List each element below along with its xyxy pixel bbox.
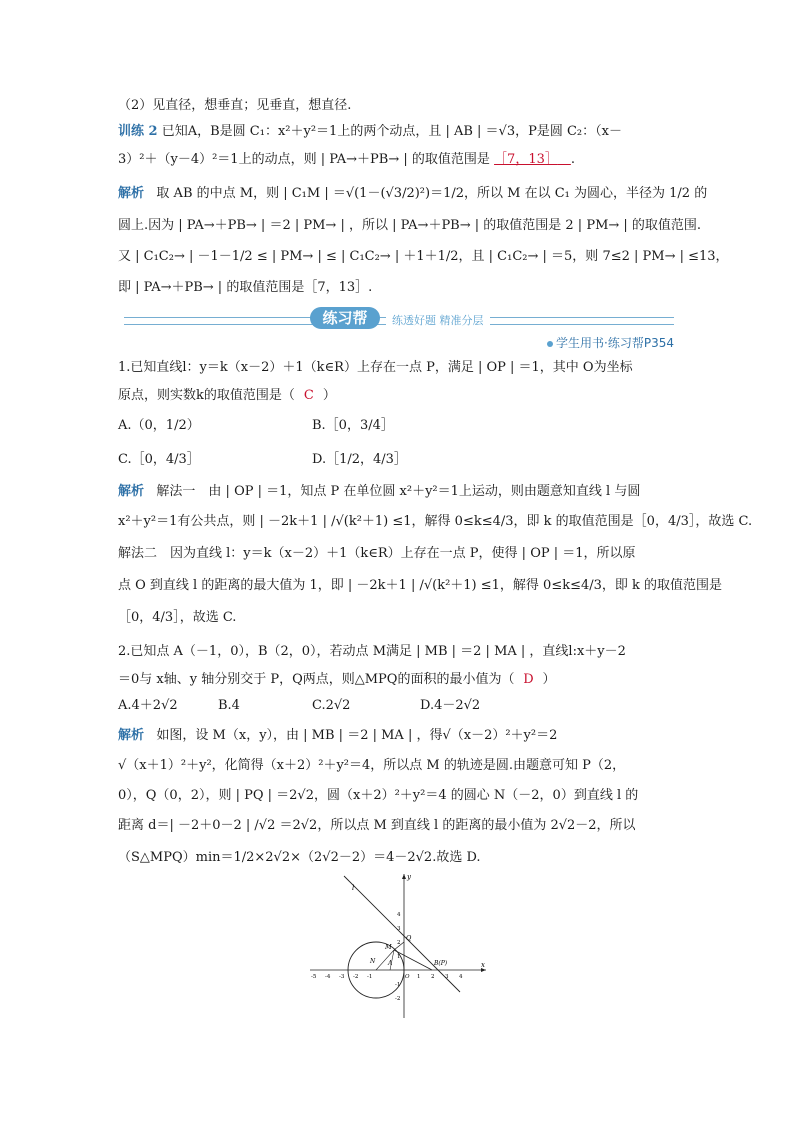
x-tick: -2 [353,974,359,980]
label-x: x [481,961,485,969]
geometry-figure [308,870,488,1020]
q1-option-a: A.（0，1/2） [118,418,200,433]
q1-sol-1 [118,484,640,500]
y-tick: -1 [395,982,401,988]
q2-sol-4: 距离 d＝| －2＋0－2 | /√2 ＝2√2，所以点 M 到直线 l 的距离的最小值为 2√2－2，所以 [118,818,636,833]
x-tick: -5 [311,974,317,980]
q2-line2 [118,672,555,688]
training-sol-4: 即 | PA→＋PB→ | 的取值范围是［7，13］. [118,280,373,295]
x-tick: 1 [417,974,421,980]
origin-label: O [405,974,410,980]
label-n: N [370,958,376,965]
y-tick: -2 [395,996,401,1002]
q2-stem: ＝0与 x轴、y 轴分别交于 P，Q两点，则△MPQ的面积的最小值为（ [118,672,515,687]
q2-sol-2: √（x＋1）²＋y²，化简得（x＋2）²＋y²＝4，所以点 M 的轨迹是圆.由题意可知 P（2， [118,758,626,773]
x-tick: -1 [367,974,373,980]
label-q: Q [406,934,412,942]
intro-line: （2）见直径，想垂直；见垂直，想直径. [118,98,352,113]
q2-option-a: A.4＋2√2 [118,698,178,713]
q2-sol-5: （S△MPQ）min＝1/2×2√2×（2√2－2）＝4－2√2.故选 D. [118,850,481,865]
q2-option-b: B.4 [218,698,240,713]
q1-line2 [118,388,336,404]
q2-sol-text-1: 如图，设 M（x，y），由 | MB | ＝2 | MA | ，得√（x－2）²＋y²＝2 [156,728,558,743]
ref-text: 学生用书·练习帮P354 [556,336,674,350]
training-sol-1 [118,186,707,202]
training-text: 已知A，B是圆 C₁：x²＋y²＝1上的两个动点，且 | AB | ＝√3，P是圆 C₂：（x－ [161,124,622,139]
q2-option-c: C.2√2 [312,698,351,713]
q2-sol-1 [118,728,557,744]
x-tick: 4 [459,974,463,980]
training-text-2: 3）²＋（y－4）²＝1上的动点，则 | PA→＋PB→ | 的取值范围是 [118,152,490,167]
banner-title: 练习帮 [310,307,380,329]
q2-option-d: D.4－2√2 [420,698,481,713]
q1-option-c: C.［0，4/3］ [118,452,200,467]
label-l: l [352,884,355,892]
q2-solution-label: 解析 [118,728,145,743]
y-tick: 3 [397,926,401,932]
training-sol-2: 圆上.因为 | PA→＋PB→ | ＝2 | PM→ | ，所以 | PA→＋PB→ | 的取值范围是 2 | PM→ | 的取值范围. [118,218,702,233]
x-tick: 2 [431,974,435,980]
q2-close: ） [542,672,556,687]
q1-sol-5: ［0，4/3］，故选 C. [118,610,237,625]
training-sol-text-1: 取 AB 的中点 M，则 | C₁M | ＝√(1－(√3/2)²)＝1/2，所以 M 在以 C₁ 为圆心，半径为 1/2 的 [156,186,708,201]
x-tick: 3 [445,974,449,980]
line-l [344,876,460,992]
training-sol-3: 又 | C₁C₂→ | －1－1/2 ≤ | PM→ | ≤ | C₁C₂→ | ＋1＋1/2，且 | C₁C₂→ | ＝5，则 7≤2 | PM→ | ≤13， [118,249,729,264]
label-y: y [407,873,411,881]
training-2-line1 [118,124,622,140]
x-tick: -3 [339,974,345,980]
training-2-line2: 3）²＋（y－4）²＝1上的动点，则 | PA→＋PB→ | 的取值范围是 ［7，13］ . [118,152,576,167]
q1-sol-text-1: 解法一 由 | OP | ＝1，知点 P 在单位圆 x²＋y²＝1上运动，则由题意知直线 l 与圆 [156,484,641,499]
q1-solution-label: 解析 [118,484,145,499]
q2-answer: D [523,672,534,687]
q1-close: ） [322,388,336,403]
x-tick: -4 [325,974,331,980]
q2-line1: 2.已知点 A（－1，0），B（2，0），若动点 M满足 | MB | ＝2 | MA | ，直线l:x＋y－2 [118,644,626,659]
y-tick: 1 [397,954,401,960]
bullet-icon [547,341,553,347]
q1-sol-4: 点 O 到直线 l 的距离的最大值为 1，即 | －2k＋1 | /√(k²＋1) ≤1，解得 0≤k≤4/3，即 k 的取值范围是 [118,578,723,593]
banner-subtitle: 练透好题 精准分层 [386,312,490,328]
label-m: M [385,943,392,951]
label-b: B(P) [434,960,448,967]
q1-stem: 原点，则实数k的取值范围是（ [118,388,295,403]
q1-option-b: B.［0，3/4］ [312,418,394,433]
label-a: A [388,960,393,967]
y-tick: 4 [397,912,401,918]
y-axis-arrow [402,874,406,879]
q1-sol-3: 解法二 因为直线 l：y＝k（x－2）＋1（k∈R）上存在一点 P，使得 | OP | ＝1，所以原 [118,546,636,561]
segment-mp [394,950,432,970]
solution-label: 解析 [118,186,145,201]
book-reference [547,334,674,351]
q1-answer: C [303,388,314,403]
y-tick: 2 [397,940,401,946]
q1-line1: 1.已知直线l：y＝k（x－2）＋1（k∈R）上存在一点 P，满足 | OP | ＝1，其中 O为坐标 [118,360,633,375]
q1-option-d: D.［1/2，4/3］ [312,452,407,467]
training-label: 训练 2 [118,124,158,139]
practice-banner [118,303,674,337]
q2-sol-3: 0），Q（0，2），则 | PQ | ＝2√2，圆（x＋2）²＋y²＝4 的圆心 N（－2，0）到直线 l 的 [118,788,639,803]
training-answer: ［7，13］ [494,152,558,167]
q1-sol-2: x²＋y²＝1有公共点，则 | －2k＋1 | /√(k²＋1) ≤1，解得 0≤k≤4/3，即 k 的取值范围是［0，4/3］，故选 C. [118,514,753,529]
